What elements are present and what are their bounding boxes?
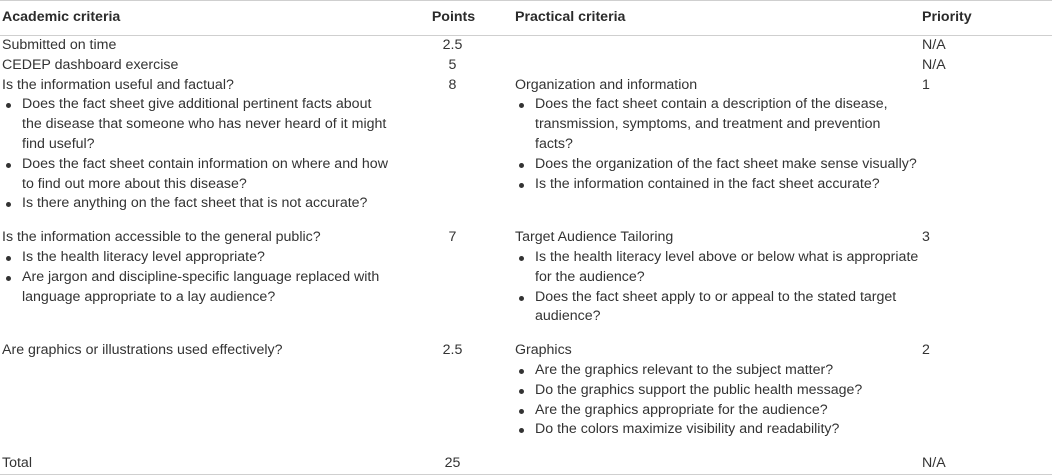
academic-criteria-text: CEDEP dashboard exercise — [2, 56, 179, 73]
practical-criteria-cell — [515, 454, 920, 474]
practical-criteria-cell — [515, 76, 920, 229]
header-row — [0, 1, 1052, 36]
points-text: 8 — [448, 76, 457, 93]
academic-criteria-bullet-list — [2, 248, 390, 307]
list-item: Is the health literacy level above or below what is appropriate for the audience? — [515, 248, 920, 288]
priority-cell — [920, 56, 1052, 76]
academic-criteria-cell — [0, 454, 390, 474]
academic-criteria-cell — [0, 341, 390, 454]
table-row — [0, 56, 1052, 76]
table-row — [0, 36, 1052, 56]
list-item: Are jargon and discipline-specific language replaced with language appropriate to a lay audience? — [2, 268, 390, 308]
points-text: 2.5 — [442, 342, 463, 359]
list-item: Does the fact sheet contain information on where and how to find out more about this disease? — [2, 155, 390, 195]
list-item: Does the fact sheet apply to or appeal to the stated target audience? — [515, 288, 920, 328]
header-practical-criteria: Practical criteria — [515, 1, 920, 36]
table-row — [0, 228, 1052, 341]
priority-cell — [920, 76, 1052, 229]
list-item: Do the graphics support the public health message? — [515, 381, 920, 401]
list-item: Is the information contained in the fact sheet accurate? — [515, 175, 920, 195]
priority-cell — [920, 341, 1052, 454]
list-item: Is there anything on the fact sheet that is not accurate? — [2, 194, 390, 214]
table-row — [0, 76, 1052, 229]
practical-criteria-bullet-list — [515, 361, 920, 440]
points-cell — [390, 76, 515, 229]
priority-cell — [920, 36, 1052, 56]
list-item: Does the organization of the fact sheet make sense visually? — [515, 155, 920, 175]
points-text: 25 — [444, 455, 461, 472]
points-text: 2.5 — [442, 37, 463, 53]
list-item: Is the health literacy level appropriate? — [2, 248, 390, 268]
priority-text: N/A — [922, 56, 946, 73]
priority-text: 2 — [922, 342, 930, 359]
practical-criteria-cell — [515, 36, 920, 56]
points-cell — [390, 341, 515, 454]
list-item: Does the fact sheet give additional pertinent facts about the disease that someone who has never heard of it might find useful? — [2, 95, 390, 154]
table-row — [0, 454, 1052, 474]
list-item: Does the fact sheet contain a description of the disease, transmission, symptoms, and treatment and prevention facts? — [515, 95, 920, 154]
academic-criteria-cell — [0, 228, 390, 341]
priority-text: 3 — [922, 229, 930, 246]
practical-criteria-cell — [515, 341, 920, 454]
academic-criteria-cell — [0, 36, 390, 56]
academic-criteria-text: Submitted on time — [2, 37, 117, 53]
header-points: Points — [390, 1, 515, 36]
header-priority: Priority — [920, 1, 1052, 36]
practical-criteria-text: Organization and information — [515, 76, 698, 93]
table-row — [0, 341, 1052, 454]
academic-criteria-bullet-list — [2, 95, 390, 214]
points-text: 7 — [448, 229, 457, 246]
priority-text: N/A — [922, 37, 946, 53]
practical-criteria-cell — [515, 228, 920, 341]
points-text: 5 — [448, 56, 457, 73]
practical-criteria-bullet-list — [515, 95, 920, 194]
points-cell — [390, 36, 515, 56]
academic-criteria-text: Is the information useful and factual? — [2, 76, 234, 93]
priority-cell — [920, 228, 1052, 341]
academic-criteria-cell — [0, 56, 390, 76]
practical-criteria-bullet-list — [515, 248, 920, 327]
priority-cell — [920, 454, 1052, 474]
academic-criteria-text: Is the information accessible to the general public? — [2, 229, 321, 246]
points-cell — [390, 228, 515, 341]
list-item: Are the graphics appropriate for the audience? — [515, 401, 920, 421]
practical-criteria-text: Target Audience Tailoring — [515, 229, 674, 246]
list-item: Are the graphics relevant to the subject matter? — [515, 361, 920, 381]
points-cell — [390, 454, 515, 474]
header-academic-criteria: Academic criteria — [0, 1, 390, 36]
practical-criteria-cell — [515, 56, 920, 76]
points-cell — [390, 56, 515, 76]
list-item: Do the colors maximize visibility and readability? — [515, 420, 920, 440]
priority-text: N/A — [922, 455, 946, 472]
rubric-body — [0, 36, 1052, 475]
practical-criteria-text: Graphics — [515, 342, 572, 359]
academic-criteria-cell — [0, 76, 390, 229]
academic-criteria-text: Total — [2, 455, 32, 472]
academic-criteria-text: Are graphics or illustrations used effectively? — [2, 342, 283, 359]
priority-text: 1 — [922, 76, 930, 93]
